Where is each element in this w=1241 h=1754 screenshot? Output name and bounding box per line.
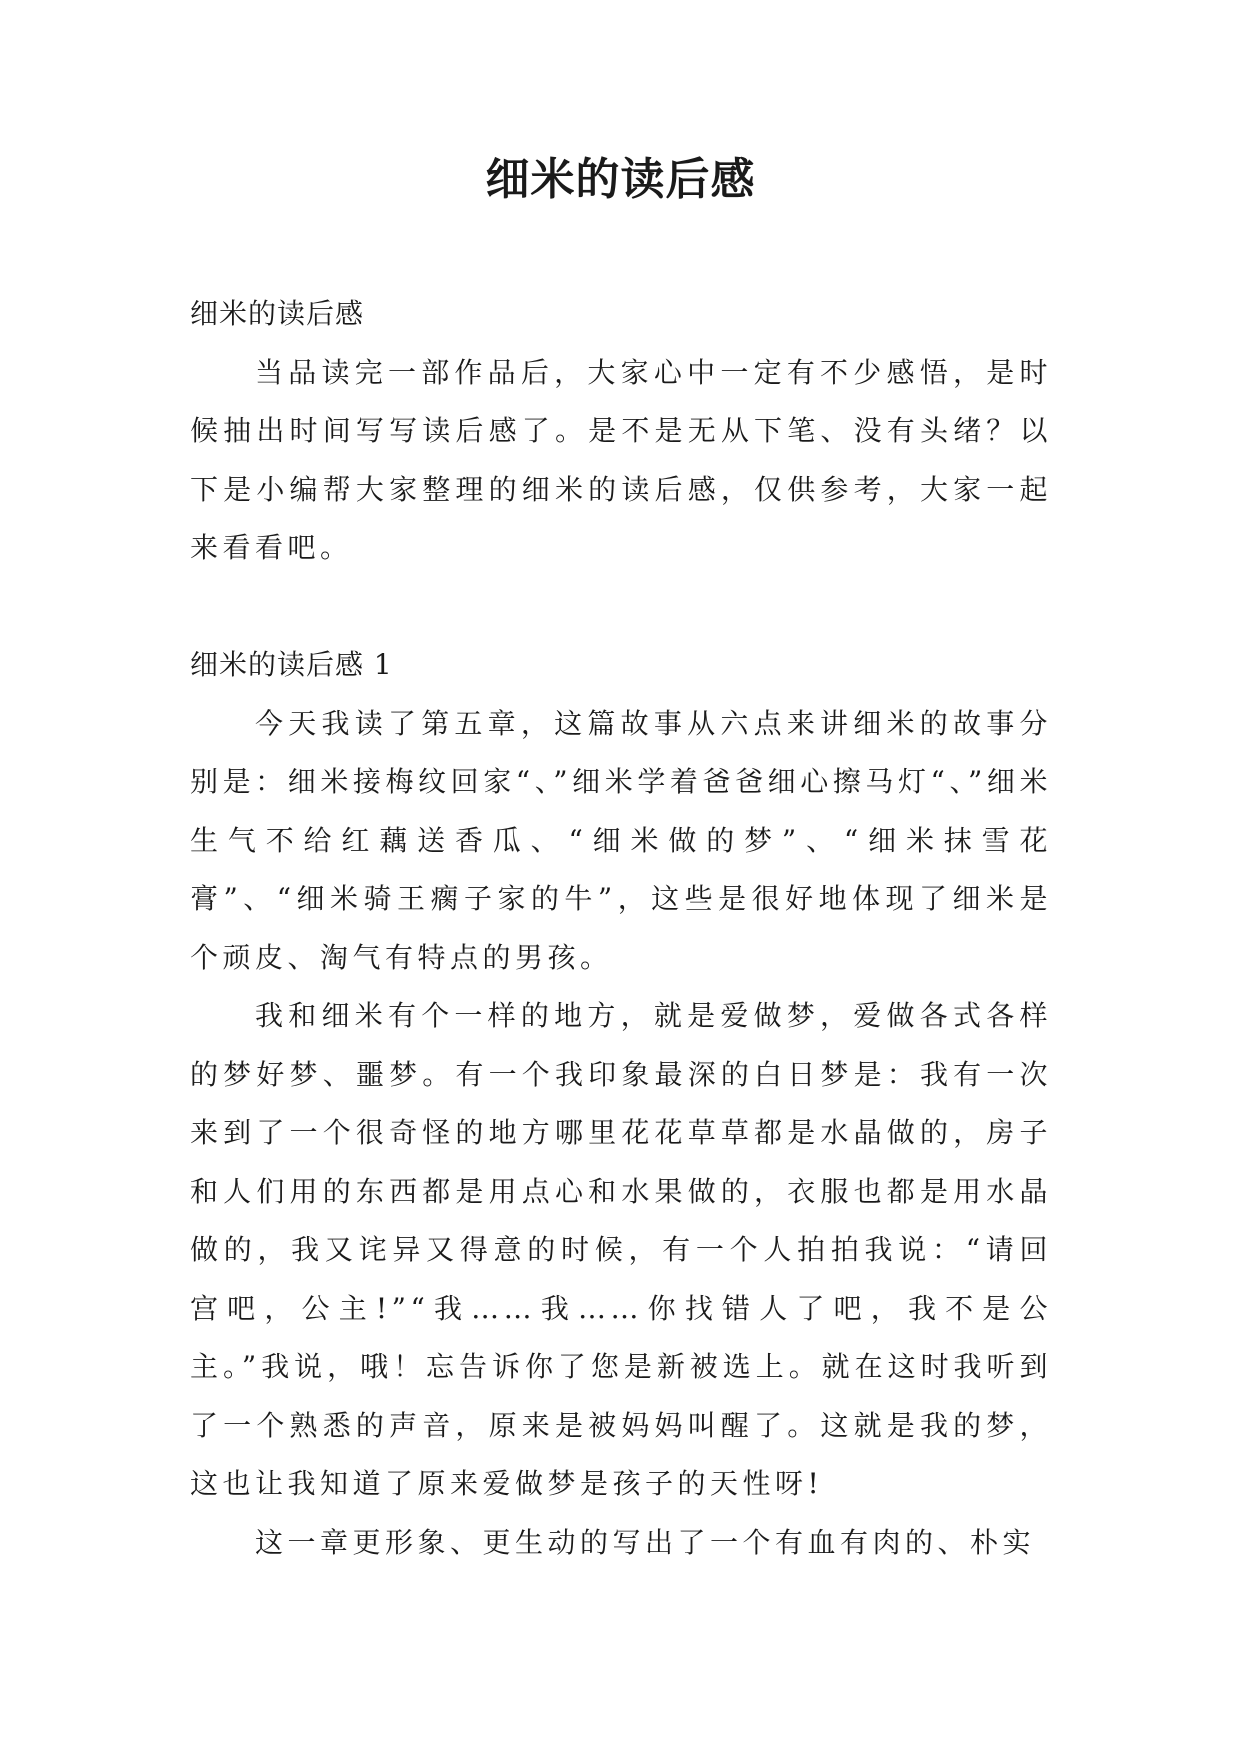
section-1-paragraph-2: 我和细米有个一样的地方，就是爱做梦，爱做各式各样的梦好梦、噩梦。有一个我印象最深的白日梦是：我有一次来到了一个很奇怪的地方哪里花花草草都是水晶做的，房子和人们用的东西都是用点心和水果做的，衣服也都是用水晶做的，我又诧异又得意的时候，有一个人拍拍我说：“请回宫吧，公主!”“我……我……你找错人了吧，我不是公主。”我说，哦！忘告诉你了您是新被选上。就在这时我听到了一个熟悉的声音，原来是被妈妈叫醒了。这就是我的梦，这也让我知道了原来爱做梦是孩子的天性呀! bbox=[190, 999, 1052, 1500]
section-1-heading: 细米的读后感 1 bbox=[190, 648, 393, 681]
section-spacer bbox=[190, 578, 1052, 637]
document-body bbox=[190, 285, 1052, 1572]
intro-heading: 细米的读后感 bbox=[190, 297, 365, 330]
section-1-paragraph-1: 今天我读了第五章，这篇故事从六点来讲细米的故事分别是：细米接梅纹回家“、”细米学着爸爸细心擦马灯“、”细米生气不给红藕送香瓜、“细米做的梦”、“细米抹雪花膏”、“细米骑王瘸子家的牛”，这些是很好地体现了细米是个顽皮、淘气有特点的男孩。 bbox=[190, 706, 1052, 974]
intro-paragraph: 当品读完一部作品后，大家心中一定有不少感悟，是时候抽出时间写写读后感了。是不是无从下笔、没有头绪？以下是小编帮大家整理的细米的读后感，仅供参考，大家一起来看看吧。 bbox=[190, 355, 1052, 564]
section-1-paragraph-3: 这一章更形象、更生动的写出了一个有血有肉的、朴实 bbox=[255, 1525, 1036, 1559]
document-title: 细米的读后感 bbox=[485, 154, 756, 205]
